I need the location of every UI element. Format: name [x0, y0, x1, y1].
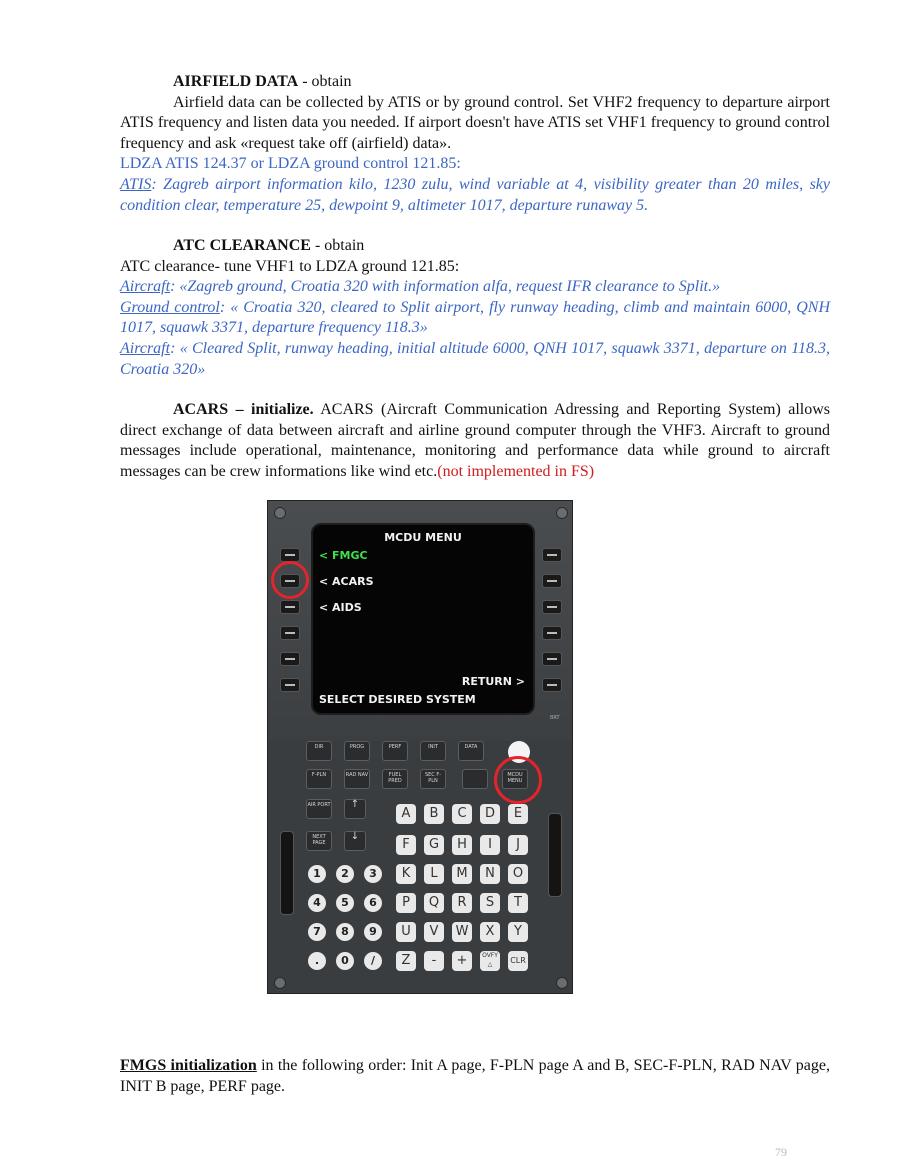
- key-7[interactable]: 7: [308, 923, 326, 941]
- lsk-4r[interactable]: [542, 626, 562, 640]
- key-m[interactable]: M: [452, 864, 472, 884]
- key-j[interactable]: J: [508, 835, 528, 855]
- mcdu-screen-title: MCDU MENU: [384, 531, 462, 544]
- left-slot: [280, 831, 294, 915]
- key-g[interactable]: G: [424, 835, 444, 855]
- up-arrow-key[interactable]: ↑: [344, 799, 366, 819]
- key-k[interactable]: K: [396, 864, 416, 884]
- mcdu-image: [267, 500, 573, 994]
- return-option: RETURN >: [461, 675, 525, 688]
- lsk-3l[interactable]: [280, 600, 300, 614]
- aircraft-request-text: : «Zagreb ground, Croatia 320 with information alfa, request IFR clearance to Split.»: [170, 278, 721, 296]
- key-z[interactable]: Z: [396, 951, 416, 971]
- acars-text: ACARS (Aircraft Communication Adressing and Reporting System) allows direct exchange of data between aircraft and airline ground computer through the VHF3. Aircraft to ground messages include operational, maintenance, monitoring and performance data while ground to aircraft messages can be crew informations like wind etc.: [120, 401, 830, 480]
- acars-option: < ACARS: [319, 575, 374, 588]
- key-u[interactable]: U: [396, 922, 416, 942]
- airfield-body: Airfield data can be collected by ATIS or by ground control. Set VHF2 frequency to departure airport ATIS frequency and listen data you needed. If airport doesn't have ATIS set VHF1 frequency to ground control frequency and ask «request take off (airfield) data».: [120, 93, 830, 152]
- key-f[interactable]: F: [396, 835, 416, 855]
- highlight-circle-acars: [271, 561, 309, 599]
- airfield-freq-line: LDZA ATIS 124.37 or LDZA ground control 121.85:: [120, 155, 461, 173]
- airport-key[interactable]: AIR PORT: [306, 799, 332, 819]
- dir-key[interactable]: DIR: [306, 741, 332, 761]
- prog-key[interactable]: PROG: [344, 741, 370, 761]
- key-q[interactable]: Q: [424, 893, 444, 913]
- key-minus[interactable]: -: [424, 951, 444, 971]
- aircraft-readback-text: : « Cleared Split, runway heading, initial altitude 6000, QNH 1017, squawk 3371, departure on 118.3, Croatia 320»: [120, 339, 830, 378]
- lsk-5l[interactable]: [280, 652, 300, 666]
- key-d[interactable]: D: [480, 804, 500, 824]
- acars-body: [120, 400, 830, 482]
- lsk-1l[interactable]: [280, 548, 300, 562]
- sec-fpln-key[interactable]: SEC F-PLN: [420, 769, 446, 789]
- airfield-heading: [120, 72, 830, 93]
- ground-control-reply: [120, 298, 830, 339]
- perf-key[interactable]: PERF: [382, 741, 408, 761]
- brt-label: BRT: [550, 715, 560, 721]
- key-3[interactable]: 3: [364, 865, 382, 883]
- highlight-circle-mcdu-menu: [494, 756, 542, 804]
- lsk-5r[interactable]: [542, 652, 562, 666]
- airfield-title: AIRFIELD DATA: [173, 73, 299, 90]
- fmgs-title: FMGS initialization: [120, 1057, 257, 1074]
- key-2[interactable]: 2: [336, 865, 354, 883]
- aids-option: < AIDS: [319, 601, 362, 614]
- down-arrow-key[interactable]: ↓: [344, 831, 366, 851]
- page-number: 79: [775, 1145, 787, 1159]
- key-plus[interactable]: +: [452, 951, 472, 971]
- ground-control-text: : « Croatia 320, cleared to Split airport, fly runway heading, climb and maintain 6000, QNH 1017, squawk 3371, departure frequency 118.3»: [120, 298, 830, 337]
- airfield-title-suffix: - obtain: [298, 73, 352, 90]
- screw: [274, 977, 286, 989]
- key-w[interactable]: W: [452, 922, 472, 942]
- key-l[interactable]: L: [424, 864, 444, 884]
- fuel-pred-key[interactable]: FUEL PRED: [382, 769, 408, 789]
- key-h[interactable]: H: [452, 835, 472, 855]
- fmgs-body: [120, 1056, 830, 1097]
- key-8[interactable]: 8: [336, 923, 354, 941]
- airfield-section: [120, 72, 830, 216]
- lsk-3r[interactable]: [542, 600, 562, 614]
- lsk-4l[interactable]: [280, 626, 300, 640]
- key-b[interactable]: B: [424, 804, 444, 824]
- init-key[interactable]: INIT: [420, 741, 446, 761]
- key-c[interactable]: C: [452, 804, 472, 824]
- lsk-6r[interactable]: [542, 678, 562, 692]
- fmgs-section: [120, 1056, 830, 1097]
- key-y[interactable]: Y: [508, 922, 528, 942]
- aircraft-request: [120, 277, 830, 298]
- atis-text: : Zagreb airport information kilo, 1230 zulu, wind variable at 4, visibility greater than 20 miles, sky condition clear, temperature 25, dewpoint 9, altimeter 1017, departure runaway 5.: [120, 175, 830, 214]
- atc-intro: ATC clearance- tune VHF1 to LDZA ground 121.85:: [120, 257, 460, 275]
- screw: [274, 507, 286, 519]
- aircraft-label-2: Aircraft: [120, 339, 171, 357]
- data-key[interactable]: DATA: [458, 741, 484, 761]
- right-slot: [548, 813, 562, 897]
- key-t[interactable]: T: [508, 893, 528, 913]
- fmgs-text: in the following order: Init A page, F-PLN page A and B, SEC-F-PLN, RAD NAV page, INIT B page, PERF page.: [120, 1057, 831, 1095]
- aircraft-label: Aircraft: [120, 278, 171, 296]
- key-s[interactable]: S: [480, 893, 500, 913]
- key-o[interactable]: O: [508, 864, 528, 884]
- key-r[interactable]: R: [452, 893, 472, 913]
- screw: [556, 507, 568, 519]
- select-prompt: SELECT DESIRED SYSTEM: [319, 693, 476, 706]
- acars-title-initialize: initialize.: [251, 401, 314, 418]
- key-5[interactable]: 5: [336, 894, 354, 912]
- key-1[interactable]: 1: [308, 865, 326, 883]
- key-slash[interactable]: /: [364, 952, 382, 970]
- key-x[interactable]: X: [480, 922, 500, 942]
- acars-dash: –: [228, 401, 251, 418]
- lsk-1r[interactable]: [542, 548, 562, 562]
- blank-key[interactable]: [462, 769, 488, 789]
- key-clr[interactable]: CLR: [508, 951, 528, 971]
- key-6[interactable]: 6: [364, 894, 382, 912]
- key-n[interactable]: N: [480, 864, 500, 884]
- mcdu-menu-key[interactable]: MCDU MENU: [502, 769, 528, 789]
- acars-section: [120, 400, 830, 482]
- lsk-6l[interactable]: [280, 678, 300, 692]
- ground-control-label: Ground control: [120, 298, 220, 316]
- key-v[interactable]: V: [424, 922, 444, 942]
- key-i[interactable]: I: [480, 835, 500, 855]
- key-4[interactable]: 4: [308, 894, 326, 912]
- fmgc-option: < FMGC: [319, 549, 368, 562]
- aircraft-readback: [120, 339, 830, 380]
- key-ovfy[interactable]: OVFY △: [480, 951, 500, 971]
- next-page-key[interactable]: NEXT PAGE: [306, 831, 332, 851]
- atc-title-suffix: - obtain: [310, 237, 365, 254]
- rad-nav-key[interactable]: RAD NAV: [344, 769, 370, 789]
- atc-title: ATC CLEARANCE: [173, 237, 311, 254]
- atc-heading: [120, 236, 830, 257]
- fpln-key[interactable]: F-PLN: [306, 769, 332, 789]
- atc-section: [120, 236, 830, 380]
- atis-label: ATIS: [120, 175, 152, 193]
- lsk-2r[interactable]: [542, 574, 562, 588]
- key-e[interactable]: E: [508, 804, 528, 824]
- acars-note: (not implemented in FS): [437, 462, 595, 480]
- atis-message: [120, 175, 830, 216]
- key-p[interactable]: P: [396, 893, 416, 913]
- key-0[interactable]: 0: [336, 952, 354, 970]
- acars-title: ACARS: [173, 401, 229, 418]
- key-9[interactable]: 9: [364, 923, 382, 941]
- key-a[interactable]: A: [396, 804, 416, 824]
- key-dot[interactable]: .: [308, 952, 326, 970]
- screw: [556, 977, 568, 989]
- mcdu-screen: [311, 523, 535, 715]
